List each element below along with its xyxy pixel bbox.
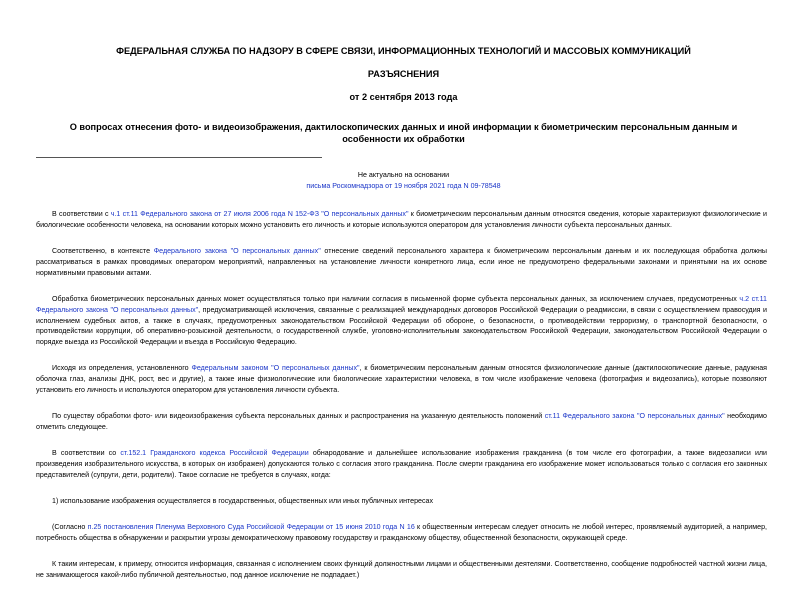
paragraph-text: 1) использование изображения осуществляется в государственных, общественных или иных публичных интересах (52, 497, 434, 506)
paragraph-2 (36, 246, 767, 278)
paragraph-text: обнародование и дальнейшее использование изображения гражданина (в том числе его фотографии, а также видеозаписи или произведения изобразительного искусства, в которых он изображен) допускаются только с согласия этого гражданина. После смерти гражданина его изображение может использоваться только с согласия его законных представителей (супруги, дети, родители). Такое согласие не требуется в случаях, когда: (36, 449, 768, 480)
paragraph-text: , предусматривающей исключения, связанные с реализацией международных договоров Российской Федерации о реадмиссии, в связи с осуществлением правосудия и исполнением судебных актов, а также в случаях, предусмотренных законодательством Российской Федерации об обороне, о безопасности, о противодействии терроризму, о транспортной безопасности, о противодействии коррупции, об оперативно-розыскной деятельности, о государственной службе, уголовно-исполнительным законодательством Российской Федерации, законодательством Российской Федерации о порядке выезда из Российской Федерации и въезда в Российскую Федерацию. (36, 305, 767, 347)
paragraph-text: Соответственно, в контексте (52, 247, 154, 256)
law-link-152fz-art11-p1[interactable]: ч.1 ст.11 Федерального закона от 27 июля 2006 года N 152-ФЗ "О персональных данных" (110, 210, 409, 218)
paragraph-text: В соответствии со (52, 449, 121, 458)
paragraph-text: В соответствии с (52, 210, 111, 218)
paragraph-text: к биометрическим персональным данным относятся сведения, которые характеризуют физиологические и биологические особенности человека, на основании которых можно установить его личность и которые используются оператором для установления личности субъекта персональных данных. (36, 210, 767, 229)
paragraph-9 (36, 559, 767, 581)
paragraph-5 (36, 411, 767, 433)
status-link[interactable]: письма Роскомнадзора от 19 ноября 2021 года N 09-78548 (306, 182, 501, 190)
paragraph-7 (36, 496, 767, 507)
law-link-152fz-definition[interactable]: Федеральным законом "О персональных данных" (191, 364, 360, 373)
paragraph-text: , к биометрическим персональным данным относятся физиологические данные (дактилоскопические данные, радужная оболочка глаз, анализы ДНК, рост, вес и другие), а также иные физиологические или биологические характеристики человека, в том числе изображение человека (фотография и видеозапись), которые позволяют установить его личность и используются оператором для установления личности субъекта. (36, 364, 767, 395)
status-note-line2 (0, 182, 807, 191)
law-link-supreme-court-plenum[interactable]: п.25 постановления Пленума Верховного Суда Российской Федерации от 15 июня 2010 года N 16 (87, 523, 415, 532)
paragraph-text: Исходя из определения, установленного (52, 364, 192, 373)
paragraph-text: К таким интересам, к примеру, относится информация, связанная с исполнением своих функций должностными лицами и общественными деятелями. Соответственно, сообщение подробностей частной жизни лица, не занимающегося какой-либо публичной деятельностью, под данное исключение не подпадает.) (36, 560, 767, 580)
issuing-authority: ФЕДЕРАЛЬНАЯ СЛУЖБА ПО НАДЗОРУ В СФЕРЕ СВЯЗИ, ИНФОРМАЦИОННЫХ ТЕХНОЛОГИЙ И МАССОВЫХ КОММУНИКАЦИЙ (116, 46, 691, 56)
law-link-152fz-art11[interactable]: ст.11 Федерального закона "О персональных данных" (544, 412, 725, 421)
document-title: О вопросах отнесения фото- и видеоизображения, дактилоскопических данных и иной информации к биометрическим персональным данным и особенности их обработки (69, 122, 738, 144)
paragraph-text: необходимо отметить следующее. (36, 412, 767, 432)
document-type: РАЗЪЯСНЕНИЯ (367, 69, 440, 79)
paragraph-3 (36, 294, 767, 348)
document-body (36, 209, 767, 596)
paragraph-8 (36, 522, 767, 544)
title-divider (36, 157, 322, 158)
paragraph-text: Обработка биометрических персональных данных может осуществляться только при наличии согласия в письменной форме субъекта персональных данных, за исключением случаев, предусмотренных (52, 294, 740, 303)
paragraph-text: По существу обработки фото- или видеоизображения субъекта персональных данных и распространения на указанную деятельность положений (52, 412, 545, 421)
status-note: Не актуально на основании (357, 171, 450, 179)
document-date: от 2 сентября 2013 года (349, 92, 458, 102)
paragraph-1 (36, 209, 767, 231)
paragraph-text: к общественным интересам следует относить не любой интерес, проявляемый аудиторией, а например, потребность общества в обнаружении и раскрытии угрозы демократическому правовому государству и гражданскому обществу, общественной безопасности, окружающей среде. (36, 523, 767, 542)
paragraph-6 (36, 448, 767, 480)
paragraph-text: (Согласно (52, 523, 88, 532)
paragraph-4 (36, 363, 767, 395)
paragraph-text: отнесение сведений персонального характера к биометрическим персональным данным и их последующая обработка должны рассматриваться в рамках проводимых оператором мероприятий, направленных на установление личности конкретного лица, если иное не предусмотрено федеральными законами и принятыми на их основе нормативными правовыми актами. (36, 247, 767, 277)
law-link-152fz[interactable]: Федерального закона "О персональных данных" (153, 247, 321, 256)
law-link-civil-code-152-1[interactable]: ст.152.1 Гражданского кодекса Российской Федерации (120, 449, 309, 458)
law-link-152fz-art11-p2[interactable]: ч.2 ст.11 Федерального закона "О персональных данных" (36, 294, 767, 314)
